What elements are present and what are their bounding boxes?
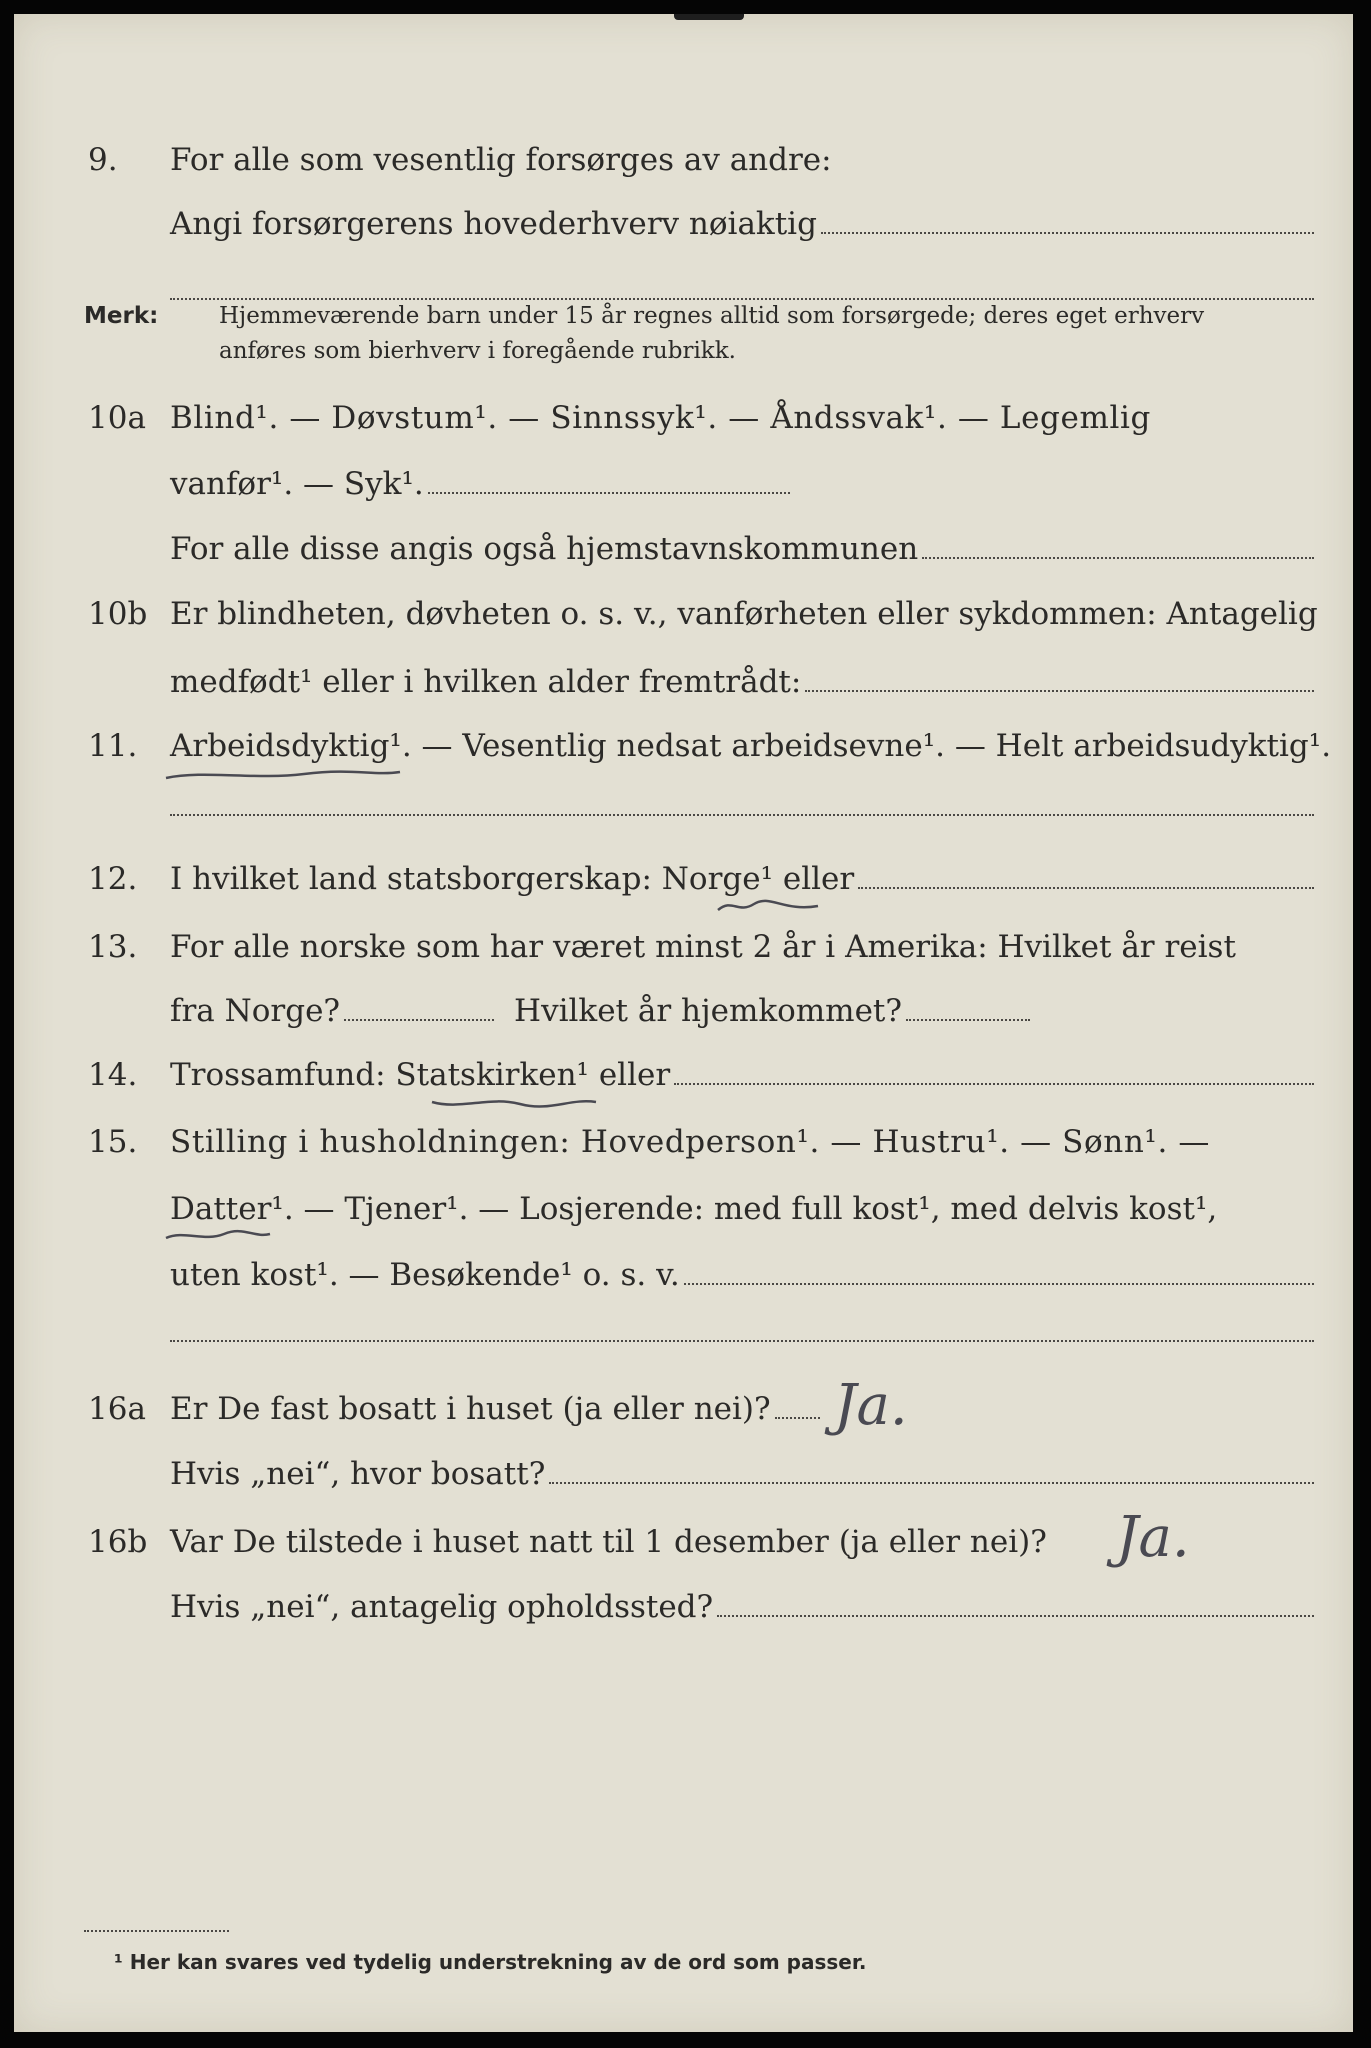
q15-answer-line[interactable] <box>170 1340 1314 1342</box>
q9-number: 9. <box>88 142 118 178</box>
q12-number: 12. <box>88 861 138 897</box>
scan-edge-mark <box>674 14 744 20</box>
q12-line1 <box>170 859 1314 899</box>
q11-underline-mark <box>164 766 404 786</box>
q11-line1 <box>170 726 1331 766</box>
q10a-line1 <box>170 398 1314 438</box>
q13-text: For alle norske som har været minst 2 år i Amerika: Hvilket år reist <box>170 929 1236 965</box>
q16b-handwritten-answer: Ja. <box>1116 1505 1190 1570</box>
q15-line2 <box>170 1189 1217 1229</box>
q16a-line2 <box>170 1454 1314 1494</box>
q15-answer-field[interactable] <box>684 1265 1314 1285</box>
q13-right-field[interactable] <box>906 1001 1030 1021</box>
q15-options: Stilling i husholdningen: Hovedperson¹. — Hustru¹. — Sønn¹. — <box>170 1124 1210 1160</box>
q13-left-prompt: fra Norge? <box>170 993 341 1029</box>
q10b-prompt: medfødt¹ eller i hvilken alder fremtrådt: <box>170 664 802 700</box>
q10a-home-prompt: For alle disse angis også hjemstavnskommunen <box>170 531 919 567</box>
q12-answer-field[interactable] <box>858 869 1314 889</box>
q16a-line1 <box>170 1389 820 1429</box>
q14-underline-mark <box>430 1092 600 1112</box>
q13-right-prompt: Hvilket år hjemkommet? <box>514 993 903 1029</box>
q10b-answer-field[interactable] <box>805 672 1314 692</box>
q13-line1 <box>170 927 1236 967</box>
q10b-number: 10b <box>88 596 148 632</box>
q9-line2 <box>170 204 1314 244</box>
footnote-rule <box>84 1930 229 1932</box>
q16a-followup-field[interactable] <box>549 1464 1314 1484</box>
q16a-number: 16a <box>88 1391 146 1427</box>
note-label: Merk: <box>84 303 159 329</box>
q13-line2 <box>170 991 1030 1031</box>
q16a-followup-prompt: Hvis „nei“, hvor bosatt? <box>170 1456 546 1492</box>
q9-line1 <box>170 140 832 180</box>
q16b-line2 <box>170 1587 1314 1627</box>
q10a-line2 <box>170 464 790 504</box>
note-line1: Hjemmeværende barn under 15 år regnes alltid som forsørgede; deres eget erhverv <box>219 303 1205 329</box>
q9-prompt: Angi forsørgerens hovederhverv nøiaktig <box>170 206 817 242</box>
census-form-page <box>14 14 1353 2032</box>
q9-answer-field[interactable] <box>821 214 1314 234</box>
q16b-followup-prompt: Hvis „nei“, antagelig opholdssted? <box>170 1589 714 1625</box>
q14-line1 <box>170 1055 1314 1095</box>
note-line2: anføres som bierhverv i foregående rubrikk. <box>219 338 736 364</box>
q10b-text: Er blindheten, døvheten o. s. v., vanførheten eller sykdommen: Antagelig <box>170 596 1318 632</box>
q15-options-end: uten kost¹. — Besøkende¹ o. s. v. <box>170 1257 680 1293</box>
q16b-line1 <box>170 1522 1047 1562</box>
q11-number: 11. <box>88 728 138 764</box>
q16a-prompt: Er De fast bosatt i huset (ja eller nei)? <box>170 1391 771 1427</box>
q10a-sick-field[interactable] <box>428 474 790 494</box>
q14-prompt: Trossamfund: Statskirken¹ eller <box>170 1057 671 1093</box>
q16a-handwritten-answer: Ja. <box>834 1373 908 1438</box>
q15-options-cont: Datter¹. — Tjener¹. — Losjerende: med full kost¹, med delvis kost¹, <box>170 1191 1218 1227</box>
q16b-number: 16b <box>88 1524 148 1560</box>
q10b-line1 <box>170 594 1318 634</box>
q13-number: 13. <box>88 929 138 965</box>
q13-left-field[interactable] <box>344 1001 494 1021</box>
q15-underline-mark <box>164 1226 274 1246</box>
q15-line1 <box>170 1122 1314 1162</box>
q10a-home-field[interactable] <box>922 539 1314 559</box>
q16b-prompt: Var De tilstede i huset natt til 1 desember (ja eller nei)? <box>170 1524 1047 1560</box>
q14-number: 14. <box>88 1057 138 1093</box>
q15-line3 <box>170 1255 1314 1295</box>
q11-options: Arbeidsdyktig¹. — Vesentlig nedsat arbeidsevne¹. — Helt arbeidsudyktig¹. <box>170 728 1332 764</box>
q12-prompt: I hvilket land statsborgerskap: Norge¹ eller <box>170 861 855 897</box>
q15-number: 15. <box>88 1124 138 1160</box>
q10a-line3 <box>170 529 1314 569</box>
q11-answer-line[interactable] <box>170 814 1314 816</box>
q16a-answer-field[interactable] <box>775 1399 820 1419</box>
q10a-number: 10a <box>88 400 146 436</box>
q9-text: For alle som vesentlig forsørges av andre: <box>170 142 832 178</box>
q16b-followup-field[interactable] <box>717 1597 1314 1617</box>
q12-underline-mark <box>714 896 824 918</box>
q10a-options-cont: vanfør¹. — Syk¹. <box>170 466 424 502</box>
footnote: ¹ Her kan svares ved tydelig understrekning av de ord som passer. <box>114 1950 867 1974</box>
q10a-options: Blind¹. — Døvstum¹. — Sinnssyk¹. — Åndssvak¹. — Legemlig <box>170 400 1151 436</box>
q10b-line2 <box>170 662 1314 702</box>
q14-answer-field[interactable] <box>674 1065 1314 1085</box>
